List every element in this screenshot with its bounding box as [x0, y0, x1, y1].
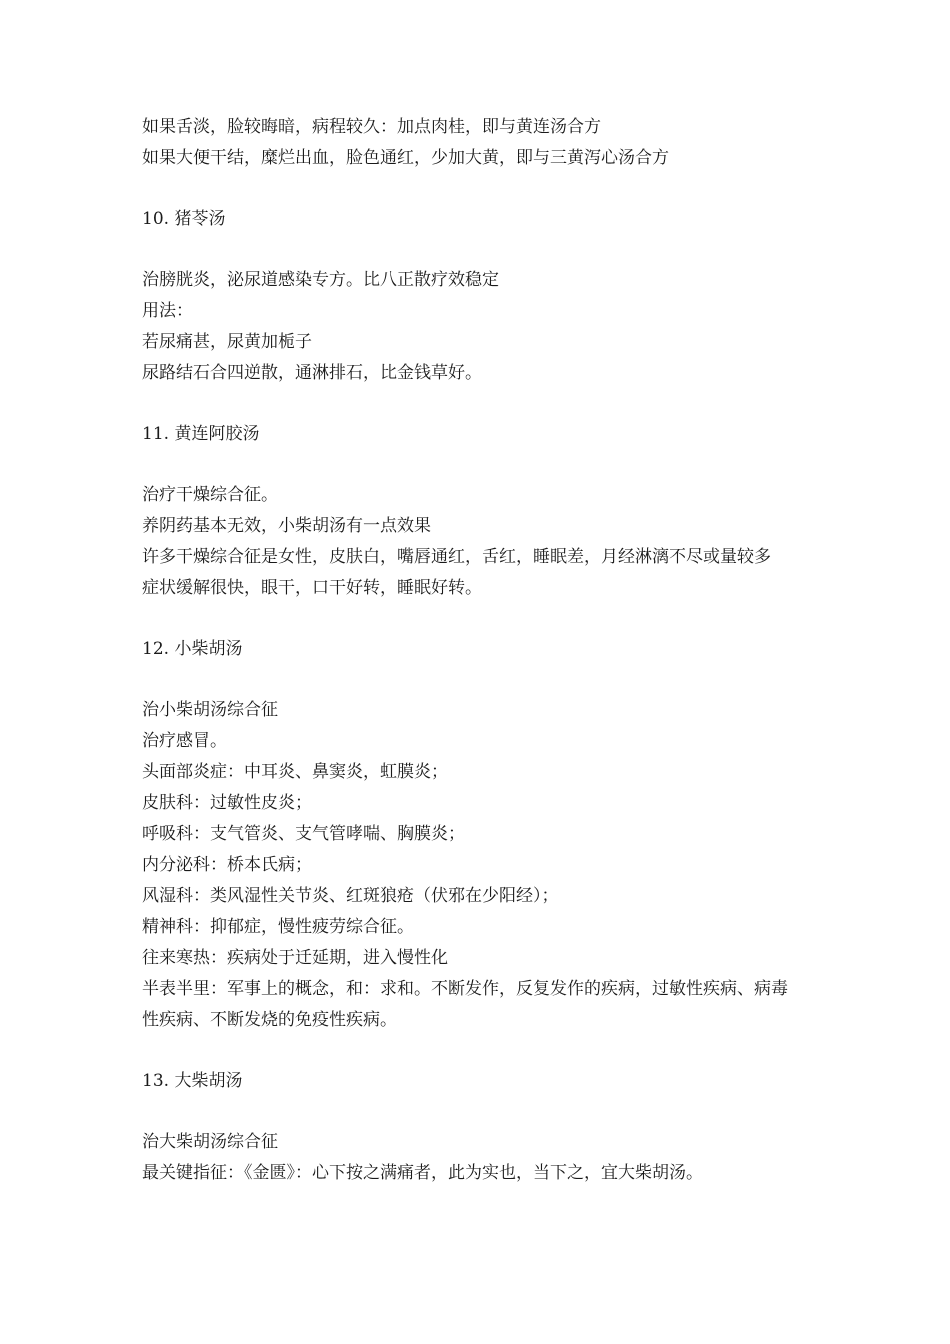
section-12	[142, 634, 802, 1036]
paragraph-line: 风湿科：类风湿性关节炎、红斑狼疮（伏邪在少阳经）；	[142, 886, 559, 906]
section-heading: 10. 猪苓汤	[142, 209, 226, 229]
paragraph-line: 尿路结石合四逆散，通淋排石，比金钱草好。	[142, 363, 482, 383]
spacer	[142, 665, 802, 695]
paragraph-line: 若尿痛甚，尿黄加栀子	[142, 332, 312, 352]
section-10	[142, 204, 802, 389]
paragraph-line: 治小柴胡汤综合征	[142, 700, 278, 720]
document-body	[142, 112, 802, 1189]
paragraph-line: 如果大便干结，糜烂出血，脸色通红，少加大黄，即与三黄泻心汤合方	[142, 148, 669, 168]
section-heading: 13. 大柴胡汤	[142, 1071, 243, 1091]
paragraph-line: 治疗感冒。	[142, 731, 227, 751]
section-13	[142, 1066, 802, 1189]
paragraph-line: 如果舌淡，脸较晦暗，病程较久：加点肉桂，即与黄连汤合方	[142, 117, 601, 137]
paragraph-line: 内分泌科：桥本氏病；	[142, 855, 312, 875]
spacer	[142, 604, 802, 634]
paragraph-line: 呼吸科：支气管炎、支气管哮喘、胸膜炎；	[142, 824, 465, 844]
paragraph-line: 半表半里：军事上的概念，和：求和。不断发作，反复发作的疾病，过敏性疾病、病毒性疾病、不断发烧的免疫性疾病。	[142, 979, 788, 1030]
paragraph-line: 治膀胱炎，泌尿道感染专方。比八正散疗效稳定	[142, 270, 499, 290]
spacer	[142, 235, 802, 265]
spacer	[142, 389, 802, 419]
paragraph-line: 用法：	[142, 301, 193, 321]
paragraph-line: 皮肤科：过敏性皮炎；	[142, 793, 312, 813]
paragraph-line: 往来寒热：疾病处于迁延期，进入慢性化	[142, 948, 448, 968]
section-intro	[142, 112, 802, 174]
paragraph-line: 最关键指征：《金匮》：心下按之满痛者，此为实也，当下之，宜大柴胡汤。	[142, 1163, 703, 1183]
paragraph-line: 养阴药基本无效，小柴胡汤有一点效果	[142, 516, 431, 536]
paragraph-line: 头面部炎症：中耳炎、鼻窦炎，虹膜炎；	[142, 762, 448, 782]
section-heading: 12. 小柴胡汤	[142, 639, 243, 659]
paragraph-line: 治大柴胡汤综合征	[142, 1132, 278, 1152]
spacer	[142, 450, 802, 480]
paragraph-line: 治疗干燥综合征。	[142, 485, 278, 505]
spacer	[142, 1036, 802, 1066]
section-heading: 11. 黄连阿胶汤	[142, 424, 260, 444]
paragraph-line: 症状缓解很快，眼干，口干好转，睡眠好转。	[142, 578, 482, 598]
section-11	[142, 419, 802, 604]
spacer	[142, 1097, 802, 1127]
spacer	[142, 174, 802, 204]
paragraph-line: 精神科：抑郁症，慢性疲劳综合征。	[142, 917, 414, 937]
paragraph-line: 许多干燥综合征是女性，皮肤白，嘴唇通红，舌红，睡眠差，月经淋漓不尽或量较多	[142, 547, 771, 567]
